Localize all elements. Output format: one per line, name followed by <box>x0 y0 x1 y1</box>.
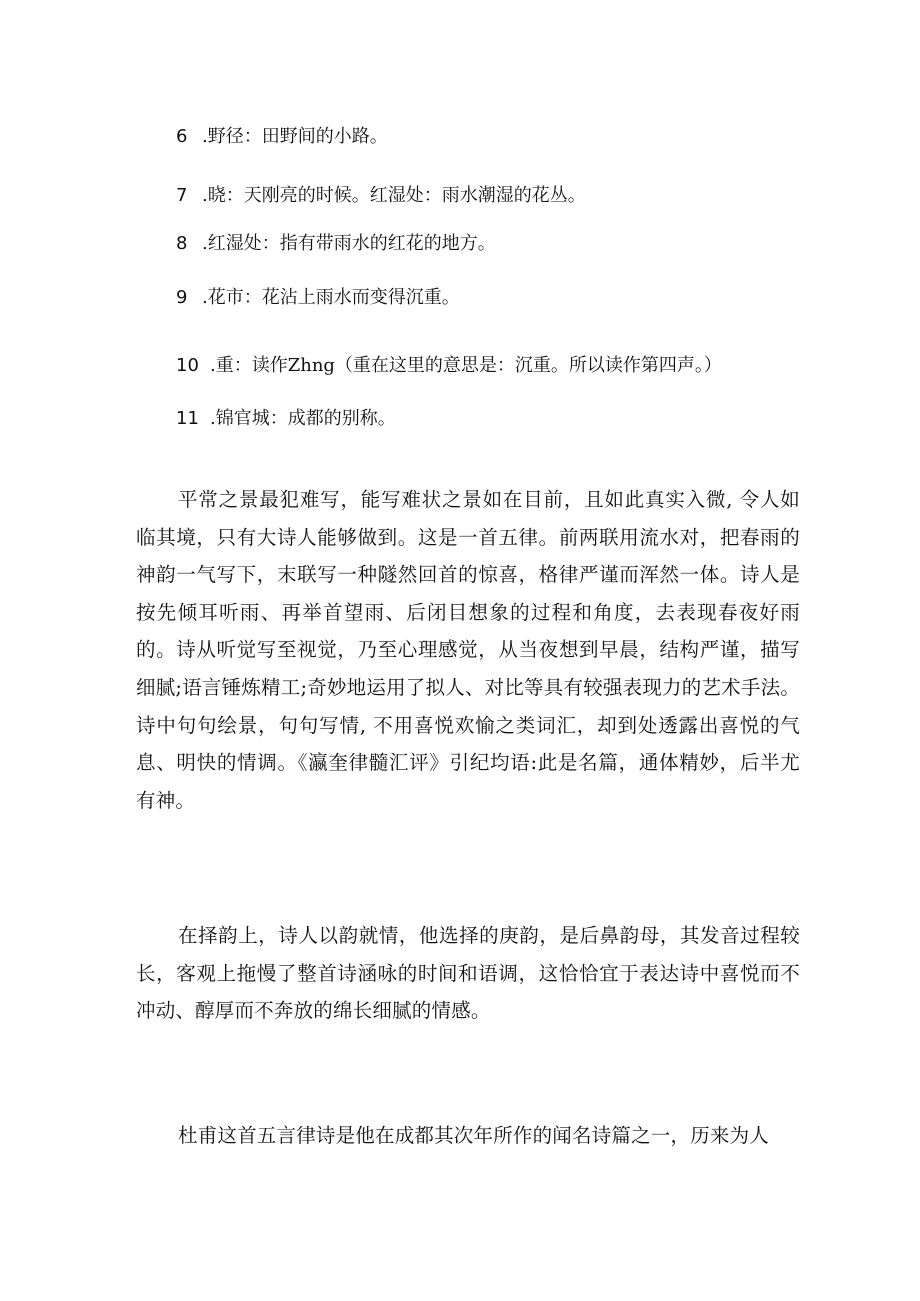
body-paragraph: 杜甫这首五言律诗是他在成都其次年所作的闻名诗篇之一，历来为人 <box>178 1124 770 1147</box>
note-number: 11 <box>176 408 199 429</box>
note-item <box>176 124 816 150</box>
note-number: 7 <box>176 185 188 206</box>
note-item <box>176 231 816 257</box>
note-text: .野径：田野间的小路。 <box>202 126 388 147</box>
note-text: .红湿处：指有带雨水的红花的地方。 <box>202 233 496 254</box>
note-text: .花市：花沾上雨水而变得沉重。 <box>202 287 460 308</box>
note-number: 9 <box>176 287 188 308</box>
note-text: .锦官城：成都的别称。 <box>210 408 396 429</box>
note-item <box>176 183 816 209</box>
note-item <box>176 285 816 311</box>
note-number: 8 <box>176 233 188 254</box>
body-paragraph: 平常之景最犯难写，能写难状之景如在目前，且如此真实入微, 令人如临其境，只有大诗人能够做到。这是一首五律。前两联用流水对，把春雨的神韵一气写下，末联写一种隧然回首的惊喜，格律严谨而浑然一体。诗人是按先倾耳听雨、再举首望雨、后闭目想象的过程和角度，去表现春夜好雨的。诗从听觉写至视觉，乃至心理感觉，从当夜想到早晨，结构严谨，描写细腻;语言锤炼精工;奇妙地运用了拟人、对比等具有较强表现力的艺术手法。诗中句句绘景，句句写情, 不用喜悦欢愉之类词汇，却到处透露出喜悦的气息、明快的情调。《瀛奎律髓汇评》引纪均语:此是名篇，通体精妙，后半尤有神。 <box>136 488 800 812</box>
note-item <box>176 353 816 379</box>
note-text: .重：读作Zhng（重在这里的意思是：沉重。所以读作第四声。） <box>210 355 722 376</box>
note-item <box>176 406 816 432</box>
note-number: 10 <box>176 355 199 376</box>
body-paragraph: 在择韵上，诗人以韵就情，他选择的庚韵，是后鼻韵母，其发音过程较长，客观上拖慢了整首诗涵咏的时间和语调，这恰恰宜于表达诗中喜悦而不冲动、醇厚而不奔放的绵长细腻的情感。 <box>136 924 800 1023</box>
note-number: 6 <box>176 126 188 147</box>
note-text: .晓：天刚亮的时候。红湿处：雨水潮湿的花丛。 <box>202 185 586 206</box>
